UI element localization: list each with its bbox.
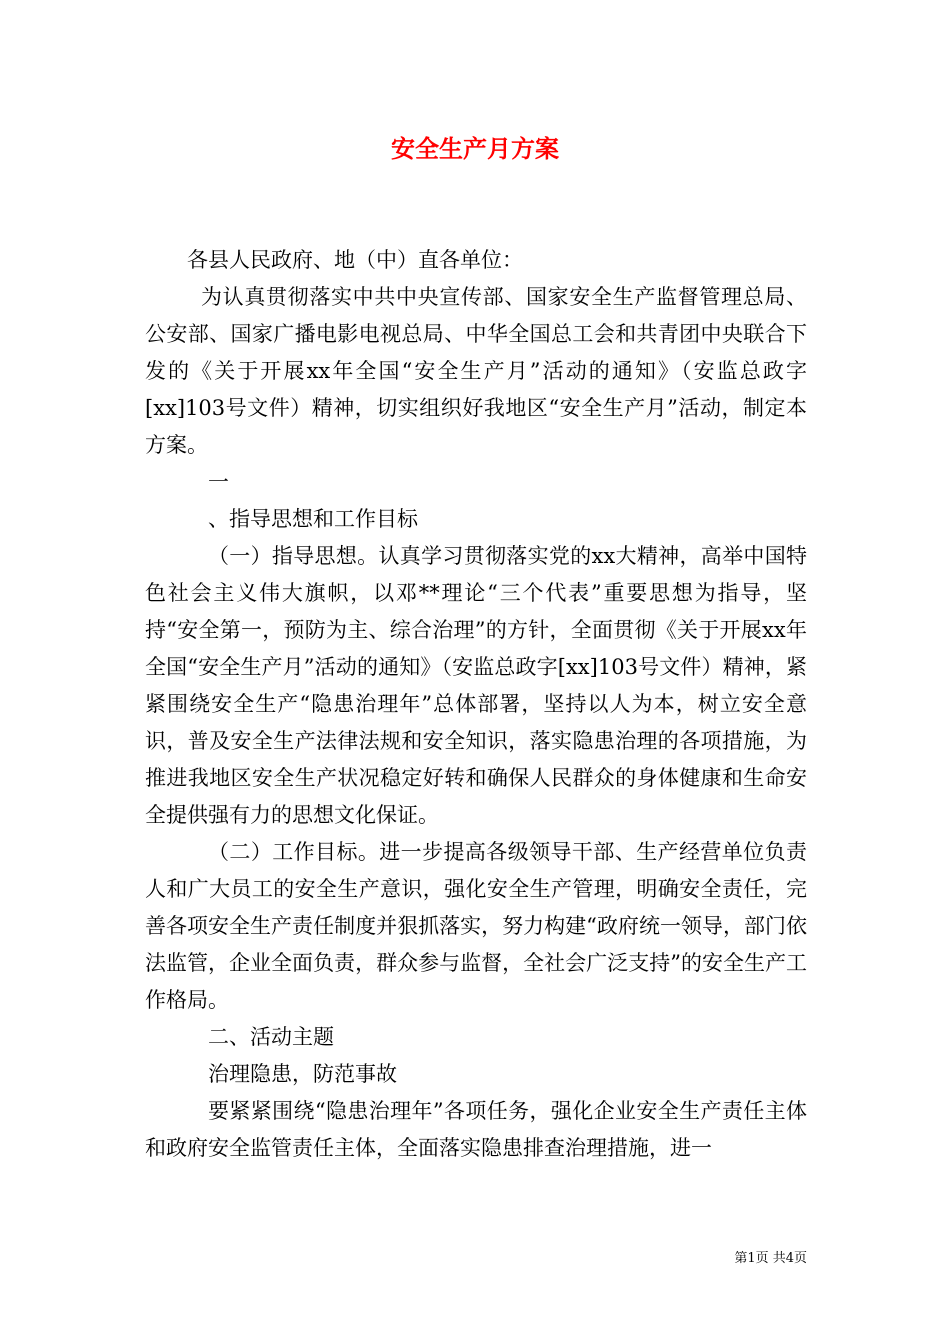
- document-body: [145, 242, 807, 1167]
- document-title: 安全生产月方案: [391, 134, 559, 163]
- page-number: 第1页 共4页: [734, 1251, 807, 1266]
- work-goal-paragraph: （二）工作目标。进一步提高各级领导干部、生产经营单位负责人和广大员工的安全生产意识，强化安全生产管理，明确安全责任，完善各项安全生产责任制度并狠抓落实，努力构建“政府统一领导，部门依法监管，企业全面负责，群众参与监督，全社会广泛支持”的安全生产工作格局。: [145, 840, 807, 1012]
- section-number: 一: [208, 470, 229, 494]
- section-heading-guidance: 、指导思想和工作目标: [208, 507, 418, 531]
- theme-text: 治理隐患，防范事故: [208, 1062, 397, 1086]
- intro-paragraph: 为认真贯彻落实中共中央宣传部、国家安全生产监督管理总局、公安部、国家广播电影电视总局、中华全国总工会和共青团中央联合下发的《关于开展xx年全国“安全生产月”活动的通知》（安监总政字[xx]103号文件）精神，切实组织好我地区“安全生产月”活动，制定本方案。: [145, 285, 807, 457]
- theme-description-paragraph: 要紧紧围绕“隐患治理年”各项任务，强化企业安全生产责任主体和政府安全监管责任主体，全面落实隐患排查治理措施，进一: [145, 1099, 807, 1160]
- salutation-paragraph: 各县人民政府、地（中）直各单位：: [187, 248, 523, 272]
- guiding-thought-paragraph: （一）指导思想。认真学习贯彻落实党的xx大精神，高举中国特色社会主义伟大旗帜，以邓**理论“三个代表”重要思想为指导，坚持“安全第一，预防为主、综合治理”的方针，全面贯彻《关于开展xx年全国“安全生产月”活动的通知》（安监总政字[xx]103号文件）精神，紧紧围绕安全生产“隐患治理年”总体部署，坚持以人为本，树立安全意识，普及安全生产法律法规和安全知识，落实隐患治理的各项措施，为推进我地区安全生产状况稳定好转和确保人民群众的身体健康和生命安全提供强有力的思想文化保证。: [145, 544, 807, 827]
- section-heading-theme: 二、活动主题: [208, 1025, 334, 1049]
